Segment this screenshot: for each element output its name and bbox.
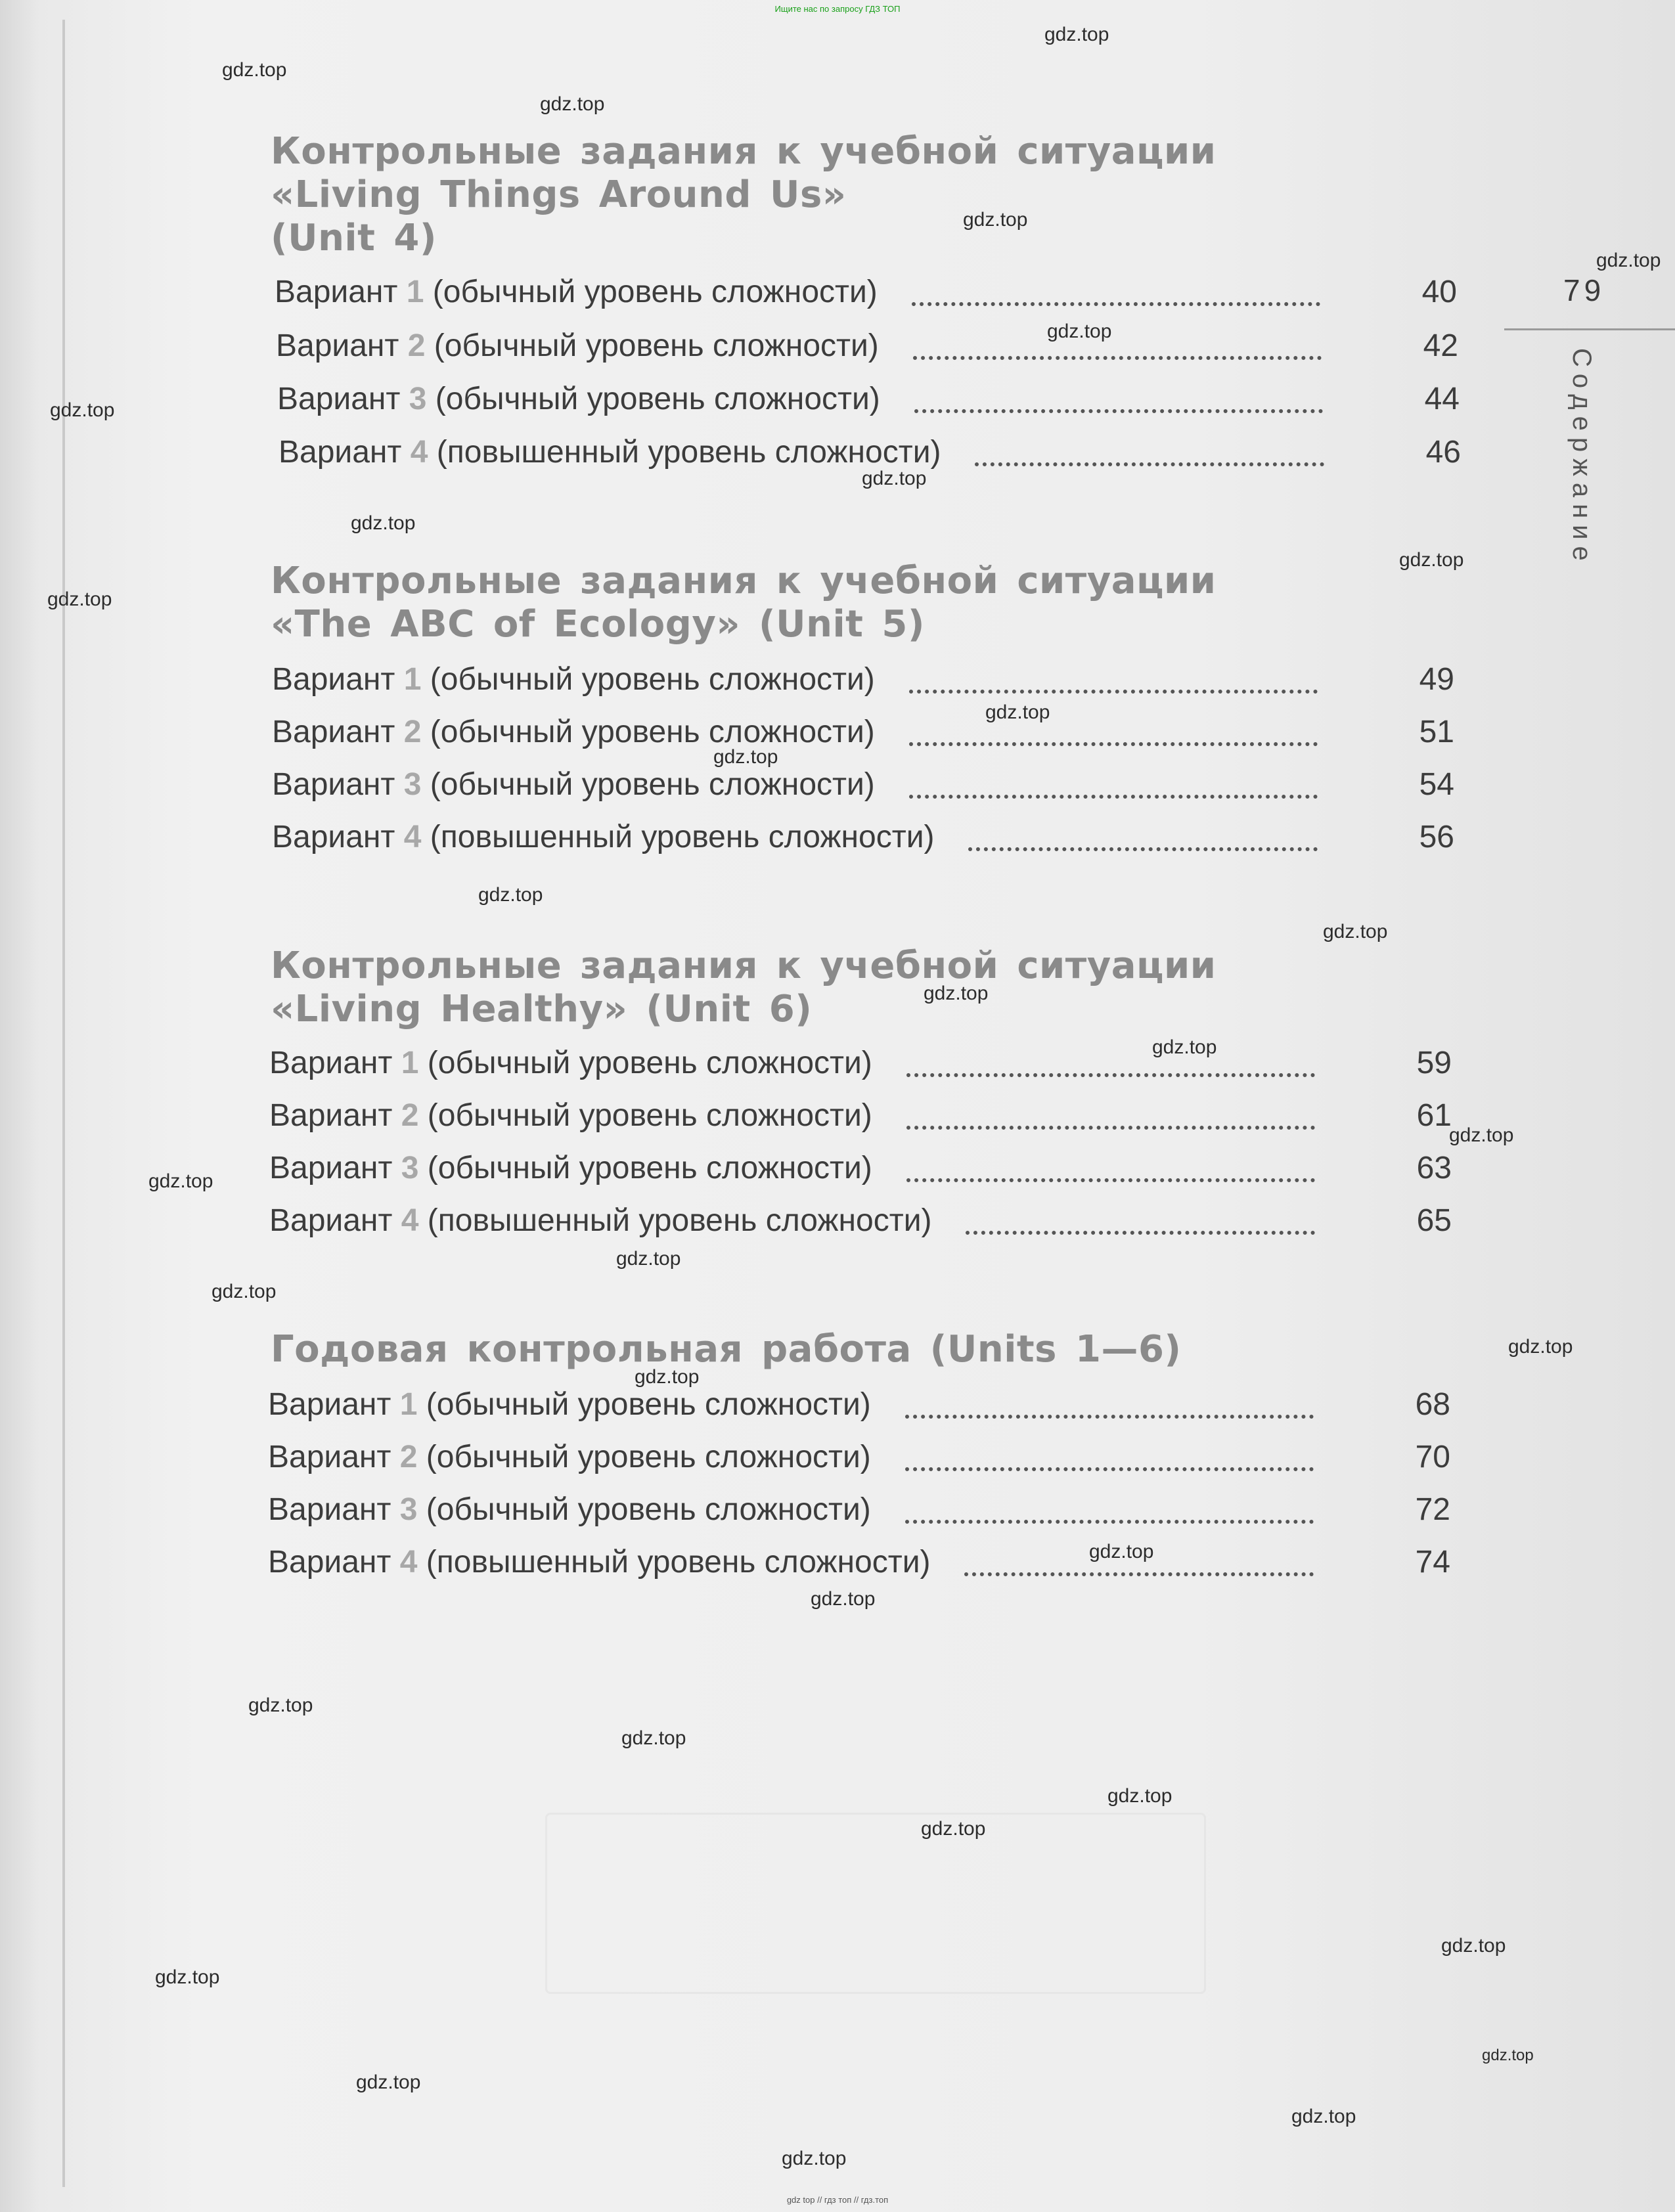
toc-row-label: Вариант 4 (повышенный уровень сложности) [279, 435, 941, 470]
page-ref: 70 [1415, 1440, 1450, 1474]
page-ref: 42 [1423, 328, 1458, 363]
watermark: gdz.top [351, 512, 416, 534]
bottom-note: gdz top // гдз топ // гдз.топ [786, 2195, 889, 2205]
watermark: gdz.top [47, 588, 112, 610]
heading-line: Годовая контрольная работа (Units 1—6) [271, 1328, 1182, 1371]
page-ref: 46 [1425, 435, 1461, 470]
page-ref: 54 [1419, 767, 1454, 802]
heading-line: «Living Things Around Us» [271, 173, 847, 216]
toc-row[interactable] [269, 1145, 1452, 1191]
variant-number: 2 [407, 328, 426, 363]
watermark: gdz.top [1047, 321, 1112, 342]
page-ref: 40 [1421, 275, 1457, 309]
heading-line: (Unit 4) [271, 217, 437, 259]
section-heading [271, 944, 1217, 1031]
book-binding [62, 20, 65, 2187]
toc-row-label: Вариант 2 (обычный уровень сложности) [269, 1098, 872, 1133]
dot-leader [964, 1567, 1314, 1576]
toc-row-label: Вариант 1 (обычный уровень сложности) [268, 1387, 871, 1422]
page-ref: 65 [1416, 1203, 1452, 1238]
toc-row[interactable] [275, 269, 1457, 315]
toc-row-label: Вариант 1 (обычный уровень сложности) [275, 275, 878, 309]
variant-number: 3 [403, 767, 422, 802]
dot-leader [905, 1515, 1314, 1524]
watermark: gdz.top [921, 1818, 986, 1840]
page-ref: 59 [1416, 1046, 1452, 1080]
page-ref: 72 [1415, 1492, 1450, 1527]
toc-row-label: Вариант 4 (повышенный уровень сложности) [269, 1203, 932, 1238]
toc-row[interactable] [268, 1434, 1450, 1480]
watermark: gdz.top [356, 2071, 421, 2093]
variant-number: 2 [403, 715, 422, 749]
dot-leader [912, 297, 1320, 306]
watermark: gdz.top [811, 1588, 876, 1610]
toc-row[interactable] [276, 323, 1458, 369]
watermark: gdz.top [1596, 250, 1661, 271]
heading-line: Контрольные задания к учебной ситуации [271, 130, 1217, 173]
toc-row[interactable] [269, 1093, 1452, 1139]
page-ref: 49 [1419, 662, 1454, 697]
toc-row[interactable] [269, 1040, 1452, 1086]
toc-row[interactable] [268, 1539, 1450, 1585]
toc-row-label: Вариант 3 (обычный уровень сложности) [277, 382, 880, 416]
watermark: gdz.top [222, 59, 287, 81]
watermark: gdz.top [540, 93, 605, 115]
watermark: gdz.top [616, 1248, 681, 1270]
toc-row[interactable] [272, 657, 1454, 703]
page-ref: 74 [1415, 1545, 1450, 1580]
side-divider [1504, 328, 1675, 330]
toc-row[interactable] [272, 814, 1454, 860]
section-heading [271, 1328, 1203, 1371]
dot-leader [906, 1120, 1315, 1130]
watermark: gdz.top [1441, 1935, 1506, 1957]
page-ref: 63 [1416, 1151, 1452, 1185]
watermark: gdz.top [1044, 24, 1109, 45]
watermark: gdz.top [621, 1727, 686, 1749]
section-heading [271, 130, 1217, 260]
dot-leader [909, 684, 1318, 694]
variant-number: 3 [399, 1492, 418, 1527]
page-ref: 68 [1415, 1387, 1450, 1422]
dot-leader [914, 404, 1323, 413]
toc-row-label: Вариант 1 (обычный уровень сложности) [272, 662, 875, 697]
variant-number: 1 [399, 1387, 418, 1422]
side-section-title: Содержание [1567, 348, 1596, 567]
watermark: gdz.top [148, 1170, 213, 1192]
toc-row-label: Вариант 2 (обычный уровень сложности) [276, 328, 879, 363]
heading-line: «The ABC of Ecology» (Unit 5) [271, 603, 925, 646]
heading-line: Контрольные задания к учебной ситуации [271, 944, 1217, 987]
toc-row[interactable] [277, 376, 1460, 422]
watermark: gdz.top [782, 2148, 847, 2169]
dot-leader [909, 789, 1318, 799]
dot-leader [906, 1068, 1315, 1077]
toc-row-label: Вариант 4 (повышенный уровень сложности) [272, 820, 935, 854]
watermark: gdz.top [212, 1281, 277, 1302]
page-ref: 61 [1416, 1098, 1452, 1133]
toc-row[interactable] [272, 709, 1454, 755]
dot-leader [905, 1409, 1314, 1419]
variant-number: 2 [401, 1098, 419, 1133]
dot-leader [905, 1462, 1314, 1471]
variant-number: 2 [399, 1440, 418, 1474]
watermark: gdz.top [1508, 1336, 1573, 1358]
variant-number: 1 [403, 662, 422, 697]
section-heading [271, 560, 1217, 646]
toc-row[interactable] [269, 1198, 1452, 1244]
page-ref: 56 [1419, 820, 1454, 854]
watermark: gdz.top [1152, 1036, 1217, 1058]
watermark: gdz.top [50, 399, 115, 421]
dot-leader [966, 1226, 1315, 1235]
watermark: gdz.top [1291, 2106, 1356, 2127]
variant-number: 4 [399, 1545, 418, 1580]
watermark: gdz.top [924, 983, 989, 1004]
toc-row[interactable] [272, 762, 1454, 808]
watermark: gdz.top [963, 209, 1028, 231]
faded-qr-block [545, 1813, 1206, 1994]
dot-leader [968, 842, 1318, 851]
watermark: gdz.top [713, 746, 778, 768]
watermark: gdz.top [155, 1966, 220, 1988]
toc-row[interactable] [268, 1487, 1450, 1533]
toc-row-label: Вариант 1 (обычный уровень сложности) [269, 1046, 872, 1080]
variant-number: 4 [410, 435, 428, 470]
watermark: gdz.top [1449, 1124, 1514, 1146]
toc-row[interactable] [268, 1382, 1450, 1428]
toc-row-label: Вариант 2 (обычный уровень сложности) [272, 715, 875, 749]
toc-row-label: Вариант 2 (обычный уровень сложности) [268, 1440, 871, 1474]
toc-row-label: Вариант 3 (обычный уровень сложности) [269, 1151, 872, 1185]
variant-number: 1 [401, 1046, 419, 1080]
variant-number: 4 [401, 1203, 419, 1238]
toc-row-label: Вариант 4 (повышенный уровень сложности) [268, 1545, 931, 1580]
page-ref: 51 [1419, 715, 1454, 749]
variant-number: 3 [401, 1151, 419, 1185]
dot-leader [913, 351, 1322, 360]
page-ref: 44 [1424, 382, 1460, 416]
toc-row-label: Вариант 3 (обычный уровень сложности) [268, 1492, 871, 1527]
variant-number: 4 [403, 820, 422, 854]
watermark: gdz.top [1107, 1785, 1172, 1807]
variant-number: 3 [409, 382, 427, 416]
dot-leader [906, 1173, 1315, 1182]
watermark: gdz.top [985, 701, 1050, 723]
heading-line: «Living Healthy» (Unit 6) [271, 988, 813, 1030]
heading-line: Контрольные задания к учебной ситуации [271, 560, 1217, 602]
watermark: gdz.top [248, 1694, 313, 1716]
watermark: gdz.top [478, 884, 543, 906]
watermark: gdz.top [1482, 2046, 1534, 2064]
variant-number: 1 [406, 275, 424, 309]
toc-row-label: Вариант 3 (обычный уровень сложности) [272, 767, 875, 802]
dot-leader [909, 737, 1318, 746]
page-number: 79 [1563, 273, 1605, 307]
watermark: gdz.top [1089, 1541, 1154, 1562]
dot-leader [975, 457, 1324, 466]
top-note: Ищите нас по запросу ГДЗ ТОП [774, 4, 901, 14]
watermark: gdz.top [862, 468, 927, 489]
watermark: gdz.top [1399, 549, 1464, 571]
watermark: gdz.top [1323, 921, 1388, 942]
watermark: gdz.top [635, 1366, 700, 1388]
